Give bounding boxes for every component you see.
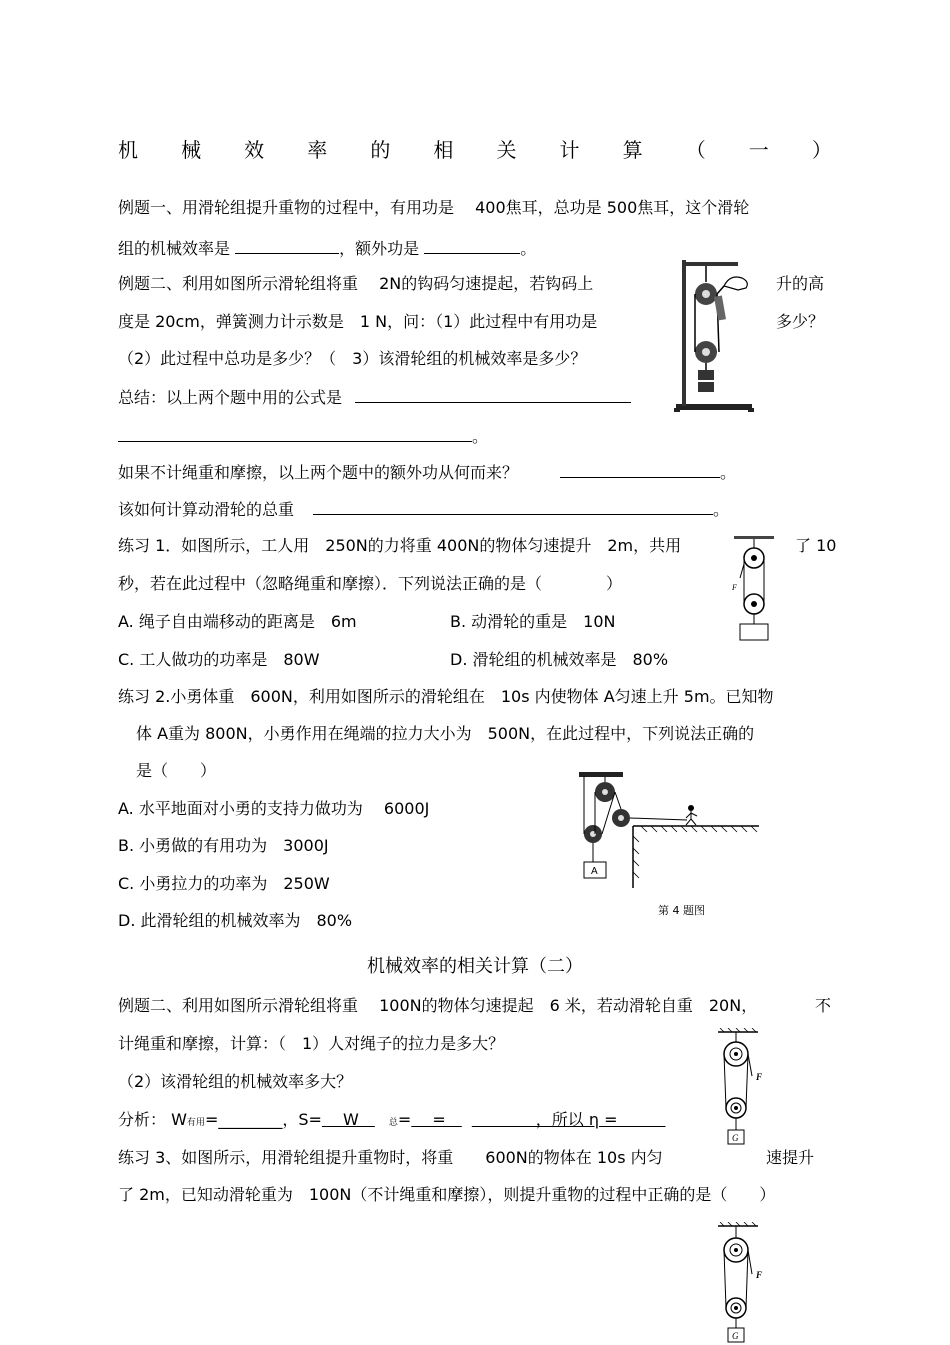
pulley-stand-figure: [672, 256, 760, 414]
text: ，额外功是: [339, 239, 425, 258]
title-char: 械: [181, 138, 202, 162]
exercise1-line1: 练习 1．如图所示，工人用 250N的力将重 400N的物体匀速提升 2m，共用: [118, 536, 682, 555]
exercise1-option-b: B. 动滑轮的重是 10N: [450, 612, 616, 631]
title-char: 相: [433, 138, 454, 162]
text: 。: [472, 427, 489, 446]
exercise2-option-d: D. 此滑轮组的机械效率为 80%: [118, 911, 353, 930]
text: 组的机械效率是: [118, 239, 236, 258]
pulley-figure-exercise1: [728, 534, 780, 644]
title-char: 率: [307, 138, 328, 162]
title-char: 计: [559, 138, 580, 162]
title-char: 关: [496, 138, 517, 162]
analysis-line: [118, 1110, 666, 1133]
title-char: 的: [370, 138, 391, 162]
title-char: 机: [118, 138, 138, 162]
text: W: [321, 1110, 375, 1129]
text: ，所以 η =: [471, 1110, 618, 1129]
force-label: F: [732, 583, 737, 592]
weight-label: G: [732, 1133, 739, 1143]
example2b-line3: （2）该滑轮组的机械效率多大？: [118, 1072, 353, 1091]
subscript: 总: [388, 1118, 398, 1128]
exercise2-line3: 是（ ）: [136, 761, 217, 780]
summary-line2: [118, 425, 488, 447]
example2-line3: （2）此过程中总功是多少？（ 3）该滑轮组的机械效率是多少？: [118, 349, 587, 368]
exercise2-line2: 体 A重为 800N，小勇作用在绳端的拉力大小为 500N，在此过程中，下列说法正确的: [136, 724, 755, 743]
answer-blank-formula-2[interactable]: [118, 425, 472, 442]
answer-blank-extra-work[interactable]: [424, 237, 520, 254]
text: 该如何计算动滑轮的总重: [118, 500, 295, 519]
answer-blank-pulley-weight[interactable]: [313, 498, 713, 515]
example2b-line1: 例题二、利用如图所示滑轮组将重 100N的物体匀速提起 6 米，若动滑轮自重 20N，: [118, 996, 758, 1015]
pulley-person-figure: [575, 770, 761, 890]
summary-line: [118, 386, 631, 408]
title-char: （: [685, 138, 706, 162]
text: [618, 1110, 666, 1129]
answer-blank-extra-work-source[interactable]: [560, 461, 720, 478]
exercise2-line1: 练习 2.小勇体重 600N，利用如图所示的滑轮组在 10s 内使物体 A匀速上升 5m。已知物: [118, 687, 774, 706]
text: 总结：以上两个题中用的公式是: [118, 388, 348, 407]
force-label: F: [756, 1270, 763, 1280]
title-char: 算: [622, 138, 643, 162]
text: =: [397, 1110, 412, 1129]
extra-work-question: [118, 461, 736, 483]
text: 如果不计绳重和摩擦，以上两个题中的额外功从何而来？: [118, 463, 519, 482]
pulley-figure-exercise3: [712, 1222, 774, 1345]
exercise1-line2: 秒，若在此过程中（忽略绳重和摩擦）．下列说法正确的是（ ）: [118, 574, 623, 593]
answer-blank-formula[interactable]: [355, 386, 631, 403]
answer-blank-efficiency[interactable]: [235, 237, 339, 254]
example2b-line2: 计绳重和摩擦，计算：（ 1）人对绳子的拉力是多大？: [118, 1034, 505, 1053]
weight-label: G: [732, 1331, 739, 1341]
title-char: 效: [244, 138, 265, 162]
exercise2-option-a: A. 水平地面对小勇的支持力做功为 6000J: [118, 799, 430, 818]
exercise1-line1-end: 了 10: [795, 536, 837, 555]
exercise1-option-c: C. 工人做功的功率是 80W: [118, 650, 320, 669]
example1-line2: [118, 237, 536, 259]
example2-line2: 度是 20cm，弹簧测力计示数是 1 N，问：（1）此过程中有用功是: [118, 312, 598, 331]
text: 分析： W: [118, 1110, 187, 1129]
worksheet-title-2: 机械效率的相关计算（二）: [367, 956, 583, 977]
text: =: [411, 1110, 462, 1129]
example2-line1-end: 升的高: [776, 274, 825, 293]
force-label: F: [756, 1072, 763, 1082]
text: 。: [720, 463, 737, 482]
example1-line1: 例题一、用滑轮组提升重物的过程中，有用功是 400焦耳，总功是 500焦耳，这个滑轮: [118, 198, 750, 217]
exercise1-option-d: D. 滑轮组的机械效率是 80%: [450, 650, 669, 669]
subscript: 有用: [186, 1118, 205, 1128]
text: =________，S=: [204, 1110, 322, 1129]
exercise3-line2: 了 2m，已知动滑轮重为 100N（不计绳重和摩擦），则提升重物的过程中正确的是（ ）: [118, 1185, 776, 1204]
pulley-weight-question: [118, 498, 729, 520]
example2-line1: 例题二、利用如图所示滑轮组将重 2N的钩码匀速提起，若钩码上: [118, 274, 594, 293]
exercise3-line1: 练习 3、如图所示，用滑轮组提升重物时，将重 600N的物体在 10s 内匀: [118, 1148, 663, 1167]
title-char: ）: [811, 138, 832, 162]
object-a-label: A: [591, 866, 598, 877]
exercise1-option-a: A. 绳子自由端移动的距离是 6m: [118, 612, 357, 631]
pulley-figure-example2b: [712, 1028, 774, 1150]
text: 。: [520, 239, 537, 258]
exercise3-line1-end: 速提升: [766, 1148, 815, 1167]
example2-line2-end: 多少？: [776, 312, 825, 331]
exercise2-option-b: B. 小勇做的有用功为 3000J: [118, 836, 329, 855]
text: 。: [713, 500, 730, 519]
exercise2-option-c: C. 小勇拉力的功率为 250W: [118, 874, 330, 893]
example2b-line1-end: 不: [815, 996, 832, 1015]
title-char: 一: [748, 138, 769, 162]
worksheet-title-1: [118, 134, 832, 163]
figure-caption: 第 4 题图: [658, 904, 705, 917]
